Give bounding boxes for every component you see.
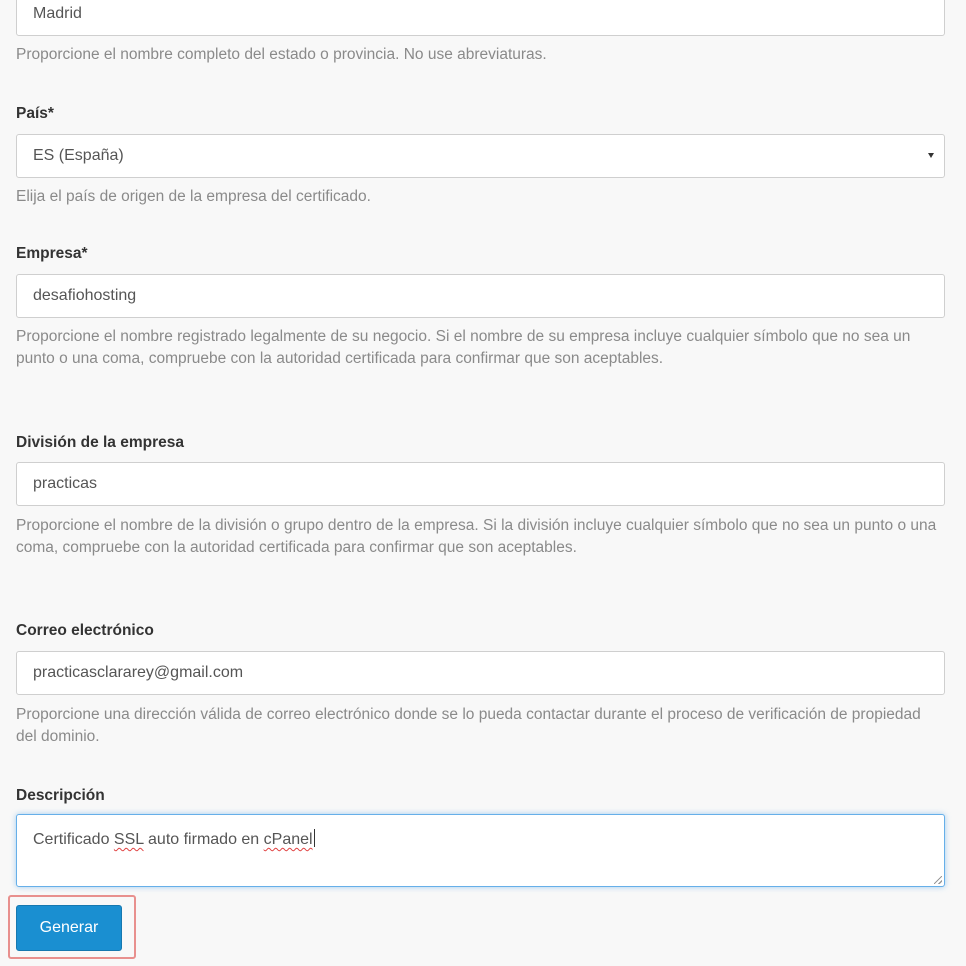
company-help-text: Proporcione el nombre registrado legalmente de su negocio. Si el nombre de su empresa incluye cualquier símbolo que no sea un punto o una coma, compruebe con la autoridad certificada para confirmar que son aceptables.	[16, 328, 911, 367]
division-input[interactable]	[16, 462, 945, 506]
country-select-value: ES (España)	[33, 147, 124, 164]
description-text-1: Certificado	[33, 831, 114, 848]
division-help-text: Proporcione el nombre de la división o grupo dentro de la empresa. Si la división incluye cualquier símbolo que no sea un punto o una coma, compruebe con la autoridad certificada para confirmar que son aceptables.	[16, 517, 937, 556]
text-caret	[314, 829, 315, 847]
dropdown-arrow-icon	[928, 153, 934, 158]
state-input-value: Madrid	[33, 5, 82, 22]
description-text-cpanel: cPanel	[263, 831, 313, 848]
country-help-text: Elija el país de origen de la empresa del certificado.	[16, 188, 371, 205]
country-select[interactable]	[16, 134, 945, 178]
description-text-ssl: SSL	[113, 831, 144, 848]
state-input[interactable]	[16, 0, 945, 36]
company-input-value: desafiohosting	[33, 287, 137, 304]
email-label: Correo electrónico	[16, 622, 154, 639]
description-label: Descripción	[16, 787, 105, 804]
generate-button[interactable]: Generar	[16, 905, 122, 951]
state-help-text: Proporcione el nombre completo del estado o provincia. No use abreviaturas.	[16, 46, 547, 63]
division-input-value: practicas	[33, 475, 98, 492]
company-label: Empresa*	[16, 245, 88, 262]
resize-grip-icon[interactable]	[934, 876, 942, 884]
email-input-value: practicasclararey@gmail.com	[33, 664, 244, 681]
company-input[interactable]	[16, 274, 945, 318]
email-input[interactable]	[16, 651, 945, 695]
country-label: País*	[16, 105, 54, 122]
description-text-2: auto firmado en	[143, 831, 264, 848]
email-help-text: Proporcione una dirección válida de correo electrónico donde se lo pueda contactar durante el proceso de verificación de propiedad del dominio.	[16, 706, 921, 745]
description-textarea[interactable]	[16, 814, 945, 887]
division-label: División de la empresa	[16, 434, 184, 451]
